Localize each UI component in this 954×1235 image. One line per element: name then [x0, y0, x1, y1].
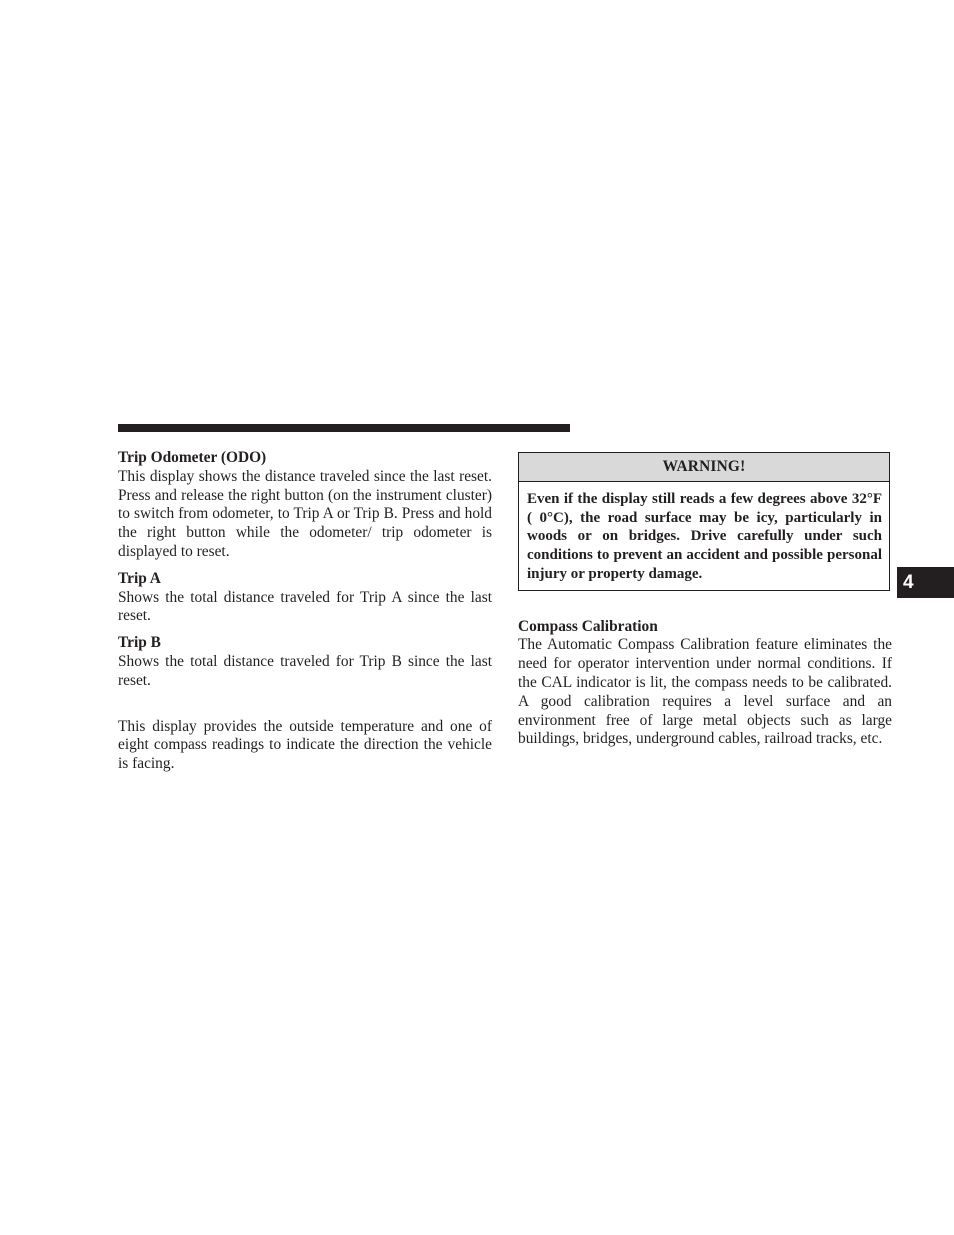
compass-calibration-heading: Compass Calibration	[518, 617, 658, 635]
warning-text: Even if the display still reads a few degrees above 32°F ( 0°C), the road surface may be icy, particularly in woods or on bridges. Drive carefully under such conditions to prevent an accident and possible personal injury or property damage.	[527, 491, 882, 582]
compass-calibration-section	[518, 618, 892, 750]
trip-b-heading: Trip B	[118, 634, 161, 652]
warning-box	[518, 452, 890, 591]
trip-odometer-text: This display shows the distance traveled since the last reset. Press and release the right button (on the instrument cluster) to switch from odometer, to Trip A or Trip B. Press and hold the right button while the odometer/ trip odometer is displayed to reset.	[118, 467, 492, 560]
trip-odometer-heading: Trip Odometer (ODO)	[118, 449, 267, 466]
trip-a-section	[118, 570, 492, 626]
right-column	[518, 452, 892, 749]
trip-b-section	[118, 634, 492, 690]
section-divider-rule	[118, 424, 570, 432]
chapter-tab: 4	[897, 567, 954, 598]
compass-display-text: This display provides the outside temperature and one of eight compass readings to indicate the direction the vehicle is facing.	[118, 717, 492, 773]
trip-a-heading: Trip A	[118, 569, 161, 587]
warning-title: WARNING!	[519, 453, 889, 482]
left-column	[118, 449, 492, 774]
compass-calibration-text: The Automatic Compass Calibration feature eliminates the need for operator intervention under normal conditions. If the CAL indicator is lit, the compass needs to be calibrated. A good calibration requires a level surface and an environment free of large metal objects such as large buildings, bridges, underground cables, railroad tracks, etc.	[518, 636, 892, 748]
trip-b-text: Shows the total distance traveled for Trip B since the last reset.	[118, 652, 492, 689]
trip-odometer-section	[118, 449, 492, 562]
trip-a-text: Shows the total distance traveled for Trip A since the last reset.	[118, 588, 492, 625]
